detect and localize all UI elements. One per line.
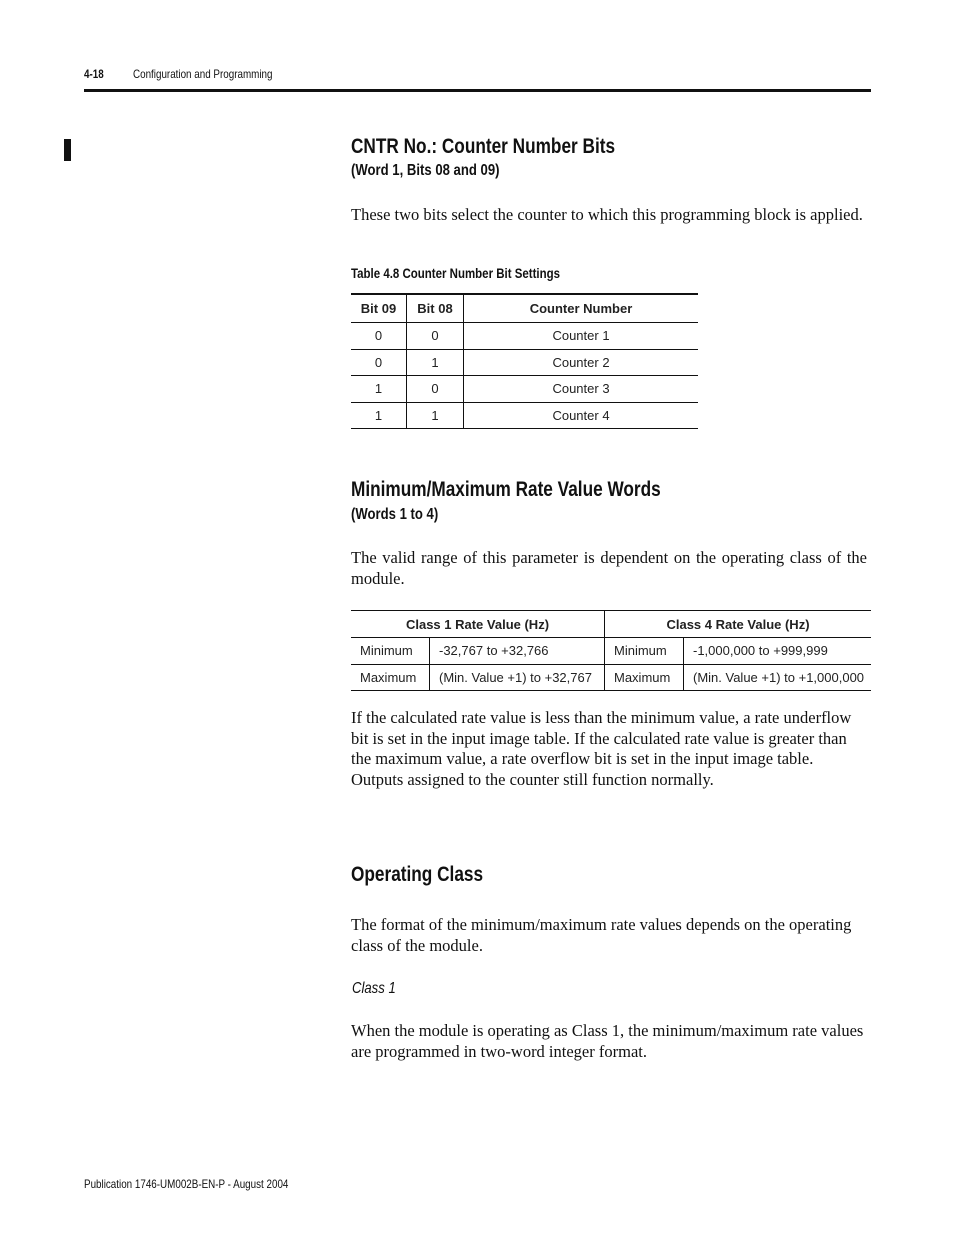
column-header: Counter Number (464, 294, 699, 323)
rate-overflow-description: If the calculated rate value is less than the minimum value, a rate underflow bit is set in the input image table. If the calculated rate value is greater than the maximum value, a rate overflow bit is set in the input image table. Outputs assigned to the counter still function normally. (351, 708, 852, 789)
column-header: Class 4 Rate Value (Hz) (605, 611, 872, 638)
table-header-row (351, 294, 698, 323)
table-row (351, 638, 871, 665)
table-cell: 1 (351, 376, 407, 403)
table-cell: 0 (351, 323, 407, 350)
table-cell: 1 (407, 402, 464, 429)
table-header-row (351, 611, 871, 638)
class-1-label: Class 1 (352, 980, 396, 997)
table-cell: Counter 2 (464, 349, 699, 376)
table-row (351, 323, 698, 350)
section-heading-class: Operating Class (351, 863, 484, 886)
table-cell: Minimum (605, 638, 684, 665)
column-header: Bit 08 (407, 294, 464, 323)
table-cell: 0 (351, 349, 407, 376)
class-1-description: When the module is operating as Class 1, the minimum/maximum rate values are programmed in two-word integer format. (351, 1021, 864, 1061)
table-cell: (Min. Value +1) to +1,000,000 (684, 664, 872, 691)
section-subheading-cntr: (Word 1, Bits 08 and 09) (351, 162, 500, 179)
table-cell: 1 (351, 402, 407, 429)
table-cell: Counter 1 (464, 323, 699, 350)
section-subheading-rate: (Words 1 to 4) (351, 506, 439, 523)
page-number: 4-18 (84, 67, 104, 81)
cntr-description: These two bits select the counter to which this programming block is applied. (351, 205, 863, 224)
table-caption: Table 4.8 Counter Number Bit Settings (351, 265, 561, 281)
section-heading-rate: Minimum/Maximum Rate Value Words (351, 478, 661, 501)
publication-footer: Publication 1746-UM002B-EN-P - August 2004 (84, 1177, 289, 1191)
rate-value-table (351, 610, 871, 691)
column-header: Bit 09 (351, 294, 407, 323)
counter-number-table (351, 293, 698, 429)
table-row (351, 376, 698, 403)
rate-description: The valid range of this parameter is dependent on the operating class of the module. (351, 548, 867, 588)
table-row (351, 349, 698, 376)
table-cell: 0 (407, 376, 464, 403)
table-cell: Maximum (605, 664, 684, 691)
table-row (351, 402, 698, 429)
header-title: Configuration and Programming (133, 67, 273, 81)
section-heading-cntr: CNTR No.: Counter Number Bits (351, 135, 616, 158)
table-cell: Counter 4 (464, 402, 699, 429)
table-row (351, 664, 871, 691)
table-cell: -1,000,000 to +999,999 (684, 638, 872, 665)
column-header: Class 1 Rate Value (Hz) (351, 611, 605, 638)
table-cell: Maximum (351, 664, 430, 691)
table-cell: 0 (407, 323, 464, 350)
header-rule (84, 89, 871, 92)
table-cell: Counter 3 (464, 376, 699, 403)
table-cell: -32,767 to +32,766 (430, 638, 605, 665)
class-description: The format of the minimum/maximum rate values depends on the operating class of the module. (351, 915, 852, 955)
table-cell: (Min. Value +1) to +32,767 (430, 664, 605, 691)
change-bar (64, 139, 71, 161)
table-cell: 1 (407, 349, 464, 376)
table-cell: Minimum (351, 638, 430, 665)
